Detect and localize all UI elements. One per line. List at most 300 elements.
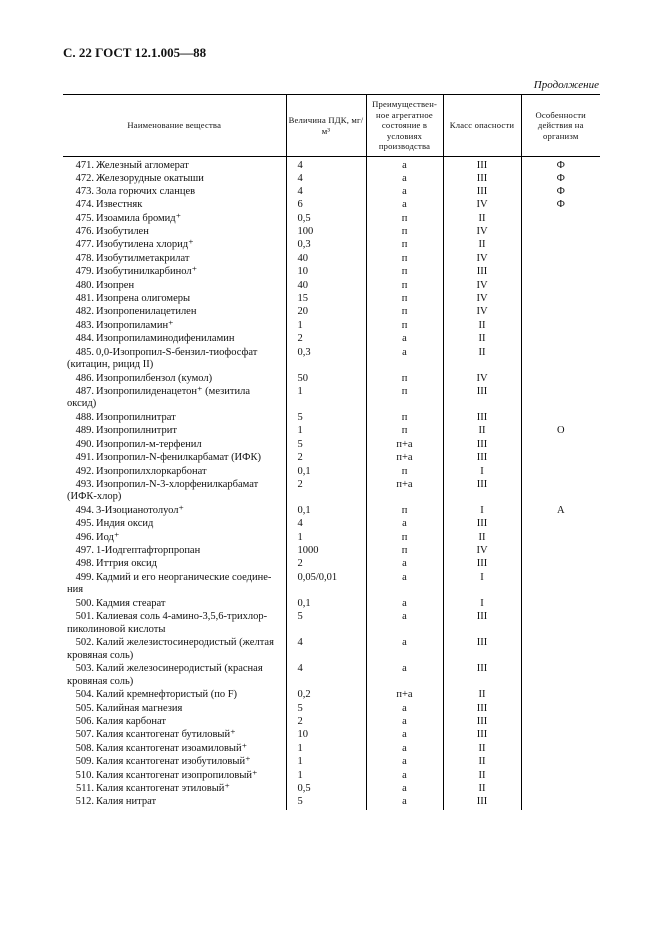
cell-pdk: 1	[286, 532, 366, 545]
table-row	[63, 716, 600, 729]
substance-name: Калия ксантогенат этиловый⁺	[96, 783, 230, 794]
row-number: 493.	[75, 478, 94, 490]
row-number: 484.	[75, 333, 94, 345]
table-row	[63, 157, 600, 173]
cell-name	[63, 505, 286, 518]
row-number: 503.	[75, 663, 94, 675]
cell-state: а	[366, 186, 443, 199]
substance-name: Калия ксантогенат изоамиловый⁺	[96, 742, 248, 754]
cell-effect	[521, 213, 600, 226]
table-row	[63, 637, 600, 663]
substance-name: Изопропил-N-фенилкарбамат (ИФК)	[96, 452, 261, 464]
cell-pdk: 5	[286, 611, 366, 637]
row-number: 499.	[75, 571, 94, 583]
cell-state: а	[366, 598, 443, 611]
substance-name: Кадмий и его неорганические соедине-	[96, 571, 272, 583]
cell-hazard: IV	[443, 306, 521, 319]
cell-effect	[521, 452, 600, 465]
cell-effect: Ф	[521, 186, 600, 199]
cell-hazard: III	[443, 611, 521, 637]
table-row	[63, 439, 600, 452]
table-row	[63, 558, 600, 571]
cell-hazard: II	[443, 689, 521, 702]
table-row	[63, 293, 600, 306]
cell-state: а	[366, 743, 443, 756]
cell-state: а	[366, 558, 443, 571]
cell-pdk: 2	[286, 558, 366, 571]
cell-state: а	[366, 637, 443, 663]
substance-name: Калия карбонат	[96, 716, 166, 728]
cell-name	[63, 333, 286, 346]
row-number: 491.	[75, 452, 94, 464]
cell-pdk: 5	[286, 412, 366, 425]
cell-state: п	[366, 293, 443, 306]
cell-pdk: 1	[286, 386, 366, 412]
cell-effect	[521, 716, 600, 729]
row-number: 506.	[75, 716, 94, 728]
cell-effect	[521, 333, 600, 346]
cell-pdk: 2	[286, 716, 366, 729]
row-number: 474.	[75, 199, 94, 211]
cell-name	[63, 412, 286, 425]
table-row	[63, 452, 600, 465]
cell-state: п	[366, 466, 443, 479]
table-row	[63, 320, 600, 333]
table-row	[63, 783, 600, 796]
cell-name	[63, 320, 286, 333]
row-number: 482.	[75, 306, 94, 318]
cell-effect	[521, 545, 600, 558]
cell-name	[63, 347, 286, 373]
substance-name: Изобутинилкарбинол⁺	[96, 266, 198, 278]
cell-effect: О	[521, 425, 600, 438]
cell-effect	[521, 293, 600, 306]
row-number: 483.	[75, 319, 94, 331]
cell-effect: Ф	[521, 157, 600, 173]
cell-name	[63, 689, 286, 702]
cell-state: п	[366, 425, 443, 438]
cell-state: п	[366, 213, 443, 226]
cell-effect	[521, 373, 600, 386]
cell-name	[63, 173, 286, 186]
substance-name: Железный агломерат	[96, 160, 189, 171]
cell-pdk: 1	[286, 743, 366, 756]
substance-name: Калий железосинеродистый (красная	[96, 663, 263, 675]
cell-state: а	[366, 729, 443, 742]
cell-effect	[521, 386, 600, 412]
substance-name: Изопрена олигомеры	[96, 293, 191, 305]
substance-name: Кадмия стеарат	[96, 597, 166, 609]
cell-effect	[521, 412, 600, 425]
row-number: 471.	[75, 160, 94, 171]
table-body	[63, 157, 600, 810]
cell-name	[63, 280, 286, 293]
substance-name: 1-Иодгептафторпропан	[96, 545, 201, 557]
cell-pdk: 5	[286, 703, 366, 716]
cell-state: а	[366, 518, 443, 531]
cell-pdk: 1000	[286, 545, 366, 558]
table-row	[63, 756, 600, 769]
cell-hazard: I	[443, 505, 521, 518]
table-row	[63, 186, 600, 199]
cell-name	[63, 479, 286, 505]
cell-effect	[521, 347, 600, 373]
cell-state: п	[366, 386, 443, 412]
cell-effect	[521, 320, 600, 333]
table-row	[63, 386, 600, 412]
row-number: 496.	[75, 531, 94, 543]
table-row	[63, 505, 600, 518]
cell-state: а	[366, 157, 443, 173]
row-number: 512.	[75, 796, 94, 808]
cell-pdk: 50	[286, 373, 366, 386]
cell-hazard: II	[443, 770, 521, 783]
substance-name: Изопропил-м-терфенил	[96, 438, 202, 450]
substance-name: Изопропенилацетилен	[96, 306, 197, 318]
row-number: 504.	[75, 689, 94, 701]
cell-hazard: III	[443, 703, 521, 716]
cell-name	[63, 373, 286, 386]
cell-pdk: 40	[286, 280, 366, 293]
table-row	[63, 333, 600, 346]
cell-name	[63, 253, 286, 266]
cell-hazard: III	[443, 157, 521, 173]
row-number: 487.	[75, 385, 94, 397]
cell-effect	[521, 637, 600, 663]
table-row	[63, 306, 600, 319]
substance-name: Калий железистосинеродистый (желтая	[96, 637, 274, 649]
cell-hazard: III	[443, 796, 521, 809]
cell-name	[63, 558, 286, 571]
substance-name-continuation: (ИФК-хлор)	[67, 491, 122, 503]
cell-hazard: III	[443, 663, 521, 689]
cell-name	[63, 439, 286, 452]
cell-hazard: III	[443, 452, 521, 465]
cell-hazard: IV	[443, 280, 521, 293]
table-row	[63, 796, 600, 809]
cell-pdk: 1	[286, 425, 366, 438]
table-row	[63, 545, 600, 558]
substance-name: Изопропилбензол (кумол)	[96, 372, 213, 384]
cell-hazard: III	[443, 412, 521, 425]
cell-hazard: III	[443, 558, 521, 571]
row-number: 505.	[75, 702, 94, 714]
substance-name: Изопрен	[96, 279, 135, 291]
substance-name-continuation: (китацин, рицид II)	[67, 359, 154, 371]
cell-effect	[521, 783, 600, 796]
substance-name: Изобутилен	[96, 226, 149, 238]
table-row	[63, 280, 600, 293]
cell-effect	[521, 770, 600, 783]
page-header: С. 22 ГОСТ 12.1.005—88	[63, 45, 207, 60]
cell-hazard: III	[443, 716, 521, 729]
cell-effect	[521, 239, 600, 252]
table-header-row	[63, 95, 600, 157]
cell-effect	[521, 611, 600, 637]
cell-name	[63, 199, 286, 212]
substance-name-continuation: кровяная соль)	[67, 675, 134, 687]
row-number: 497.	[75, 545, 94, 557]
cell-hazard: IV	[443, 545, 521, 558]
cell-state: п+а	[366, 479, 443, 505]
table-row	[63, 689, 600, 702]
cell-pdk: 4	[286, 663, 366, 689]
table-row	[63, 347, 600, 373]
cell-state: а	[366, 770, 443, 783]
cell-pdk: 10	[286, 266, 366, 279]
cell-effect	[521, 743, 600, 756]
table-row	[63, 266, 600, 279]
cell-name	[63, 306, 286, 319]
cell-pdk: 4	[286, 157, 366, 173]
cell-hazard: II	[443, 347, 521, 373]
cell-hazard: III	[443, 479, 521, 505]
substance-name: Калия нитрат	[96, 796, 157, 808]
cell-effect	[521, 518, 600, 531]
table-row	[63, 598, 600, 611]
row-number: 472.	[75, 172, 94, 184]
substance-name: Иттрия оксид	[96, 558, 157, 570]
cell-effect	[521, 756, 600, 769]
cell-pdk: 1	[286, 756, 366, 769]
cell-effect	[521, 266, 600, 279]
cell-pdk: 4	[286, 186, 366, 199]
cell-hazard: II	[443, 213, 521, 226]
cell-hazard: III	[443, 637, 521, 663]
cell-hazard: III	[443, 518, 521, 531]
cell-pdk: 0,5	[286, 213, 366, 226]
cell-pdk: 4	[286, 518, 366, 531]
substance-name: Изобутилметакрилат	[96, 252, 190, 264]
cell-name	[63, 213, 286, 226]
cell-effect	[521, 558, 600, 571]
table-row	[63, 770, 600, 783]
cell-state: а	[366, 756, 443, 769]
substance-name: Изопропилнитрит	[96, 425, 177, 437]
cell-name	[63, 157, 286, 173]
cell-name	[63, 186, 286, 199]
substance-name: Калиевая соль 4-амино-3,5,6-трихлор-	[96, 611, 268, 623]
row-number: 509.	[75, 756, 94, 768]
cell-effect: Ф	[521, 199, 600, 212]
cell-name	[63, 425, 286, 438]
cell-state: п	[366, 412, 443, 425]
cell-name	[63, 572, 286, 598]
cell-hazard: III	[443, 173, 521, 186]
cell-name	[63, 716, 286, 729]
substance-name: Калия ксантогенат бутиловый⁺	[96, 729, 236, 741]
row-number: 495.	[75, 518, 94, 530]
cell-hazard: II	[443, 320, 521, 333]
cell-name	[63, 703, 286, 716]
cell-hazard: I	[443, 572, 521, 598]
substance-name-continuation: пиколиновой кислоты	[67, 623, 166, 635]
cell-effect	[521, 253, 600, 266]
cell-name	[63, 663, 286, 689]
cell-hazard: IV	[443, 226, 521, 239]
cell-hazard: IV	[443, 293, 521, 306]
cell-pdk: 2	[286, 452, 366, 465]
substances-table	[63, 94, 600, 810]
row-number: 501.	[75, 611, 94, 623]
row-number: 500.	[75, 597, 94, 609]
cell-hazard: II	[443, 783, 521, 796]
substance-name: Иод⁺	[96, 531, 120, 543]
cell-hazard: IV	[443, 253, 521, 266]
table-row	[63, 373, 600, 386]
cell-hazard: III	[443, 386, 521, 412]
cell-pdk: 2	[286, 479, 366, 505]
cell-pdk: 0,3	[286, 239, 366, 252]
cell-pdk: 40	[286, 253, 366, 266]
cell-state: а	[366, 173, 443, 186]
cell-pdk: 5	[286, 439, 366, 452]
row-number: 486.	[75, 372, 94, 384]
row-number: 477.	[75, 239, 94, 251]
substance-name: Известняк	[96, 199, 143, 211]
cell-name	[63, 466, 286, 479]
substance-name-continuation: ния	[67, 584, 84, 596]
row-number: 502.	[75, 637, 94, 649]
cell-pdk: 20	[286, 306, 366, 319]
cell-name	[63, 611, 286, 637]
cell-state: а	[366, 333, 443, 346]
row-number: 510.	[75, 769, 94, 781]
table-row	[63, 743, 600, 756]
table-row	[63, 663, 600, 689]
substance-name-continuation: кровяная соль)	[67, 649, 134, 661]
cell-effect	[521, 439, 600, 452]
cell-state: п	[366, 306, 443, 319]
cell-effect: Ф	[521, 173, 600, 186]
cell-name	[63, 452, 286, 465]
cell-effect	[521, 532, 600, 545]
cell-state: а	[366, 716, 443, 729]
cell-state: п+а	[366, 439, 443, 452]
cell-state: а	[366, 703, 443, 716]
substance-name: Изопропиламин⁺	[96, 319, 174, 331]
cell-effect	[521, 689, 600, 702]
table-row	[63, 173, 600, 186]
cell-pdk: 1	[286, 320, 366, 333]
cell-name	[63, 226, 286, 239]
cell-pdk: 10	[286, 729, 366, 742]
cell-effect	[521, 226, 600, 239]
cell-state: а	[366, 572, 443, 598]
cell-hazard: III	[443, 729, 521, 742]
cell-state: п	[366, 505, 443, 518]
column-header-hazard: Класс опасности	[443, 95, 521, 157]
cell-name	[63, 266, 286, 279]
table-row	[63, 729, 600, 742]
cell-hazard: II	[443, 333, 521, 346]
row-number: 490.	[75, 438, 94, 450]
cell-hazard: IV	[443, 199, 521, 212]
row-number: 481.	[75, 293, 94, 305]
cell-pdk: 100	[286, 226, 366, 239]
table-row	[63, 425, 600, 438]
cell-state: а	[366, 347, 443, 373]
cell-name	[63, 598, 286, 611]
cell-state: п	[366, 320, 443, 333]
cell-pdk: 0,2	[286, 689, 366, 702]
table-row	[63, 199, 600, 212]
cell-state: п	[366, 239, 443, 252]
substance-name: Калийная магнезия	[96, 702, 183, 714]
cell-effect	[521, 663, 600, 689]
substance-name: Изопропил-N-3-хлорфенилкарбамат	[96, 478, 259, 490]
row-number: 492.	[75, 465, 94, 477]
cell-hazard: II	[443, 532, 521, 545]
substance-name: Изопропилиденацетон⁺ (мезитила	[96, 385, 250, 397]
row-number: 475.	[75, 212, 94, 224]
cell-state: п	[366, 280, 443, 293]
cell-state: а	[366, 663, 443, 689]
cell-state: а	[366, 783, 443, 796]
cell-hazard: II	[443, 239, 521, 252]
substance-name: Зола горючих сланцев	[96, 185, 196, 197]
cell-pdk: 0,1	[286, 505, 366, 518]
cell-state: а	[366, 199, 443, 212]
cell-pdk: 4	[286, 637, 366, 663]
cell-state: а	[366, 796, 443, 809]
column-header-effect: Особенности действия на организм	[521, 95, 600, 157]
cell-name	[63, 783, 286, 796]
cell-hazard: I	[443, 598, 521, 611]
cell-name	[63, 239, 286, 252]
substance-name: Изобутилена хлорид⁺	[96, 239, 194, 251]
cell-hazard: III	[443, 186, 521, 199]
cell-state: п	[366, 226, 443, 239]
cell-effect	[521, 703, 600, 716]
cell-effect	[521, 479, 600, 505]
cell-hazard: II	[443, 425, 521, 438]
cell-hazard: III	[443, 439, 521, 452]
cell-pdk: 0,05/0,01	[286, 572, 366, 598]
cell-name	[63, 293, 286, 306]
row-number: 498.	[75, 558, 94, 570]
cell-name	[63, 637, 286, 663]
cell-effect	[521, 796, 600, 809]
row-number: 489.	[75, 425, 94, 437]
substance-name: Изопропилхлоркарбонат	[96, 465, 207, 477]
cell-name	[63, 796, 286, 809]
cell-state: п+а	[366, 689, 443, 702]
table-row	[63, 412, 600, 425]
cell-pdk: 0,1	[286, 598, 366, 611]
table-row	[63, 611, 600, 637]
cell-name	[63, 770, 286, 783]
cell-hazard: IV	[443, 373, 521, 386]
cell-pdk: 6	[286, 199, 366, 212]
column-header-pdk: Величина ПДК, мг/м³	[286, 95, 366, 157]
table-row	[63, 239, 600, 252]
cell-pdk: 0,5	[286, 783, 366, 796]
cell-state: п	[366, 253, 443, 266]
cell-pdk: 5	[286, 796, 366, 809]
cell-effect	[521, 572, 600, 598]
cell-state: п	[366, 373, 443, 386]
cell-effect: А	[521, 505, 600, 518]
column-header-name: Наименование вещества	[63, 95, 286, 157]
cell-state: п	[366, 266, 443, 279]
cell-name	[63, 545, 286, 558]
table-row	[63, 572, 600, 598]
substance-name: Железорудные окатыши	[96, 172, 204, 184]
cell-hazard: II	[443, 743, 521, 756]
substance-name: Изопропиламинодифениламин	[96, 333, 235, 345]
cell-hazard: I	[443, 466, 521, 479]
